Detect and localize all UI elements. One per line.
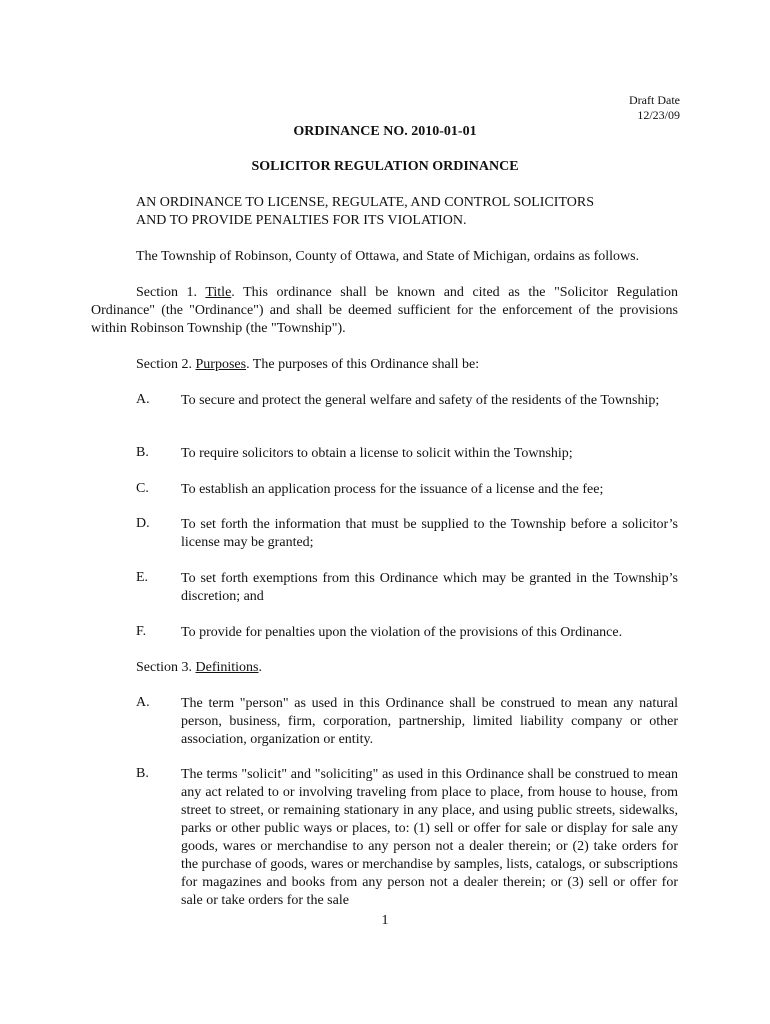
purpose-f-text: To provide for penalties upon the violation of the provisions of this Ordinance.: [181, 625, 623, 640]
preamble-line-2: AND TO PROVIDE PENALTIES FOR ITS VIOLATION.: [136, 213, 467, 228]
definition-b-text: The terms "solicit" and "soliciting" as used in this Ordinance shall be construed to mean any act related to or involving traveling from place to place, from house to house, from street to street, or remaining stationary in any place, and using public streets, sidewalks, parks or other public ways or places, to: (1) sell or offer for sale or display for sale any goods, wares or merchandise to any person not a dealer therein; or (2) take orders for the purchase of goods, wares or merchandise by samples, lists, catalogs, or subscriptions for magazines and books from any person not a dealer therein; or (3) sell or offer for sale or take orders for the sale: [181, 767, 678, 908]
draft-date-label: Draft Date: [629, 93, 680, 107]
purpose-d-text: To set forth the information that must be supplied to the Township before a solicitor’s license may be granted;: [181, 517, 678, 550]
purpose-c-text: To establish an application process for the issuance of a license and the fee;: [181, 482, 604, 497]
definition-a-label: A.: [136, 695, 150, 710]
section-3-body: .: [258, 660, 262, 675]
section-2-prefix: Section 2.: [136, 357, 196, 372]
section-2-heading: Purposes: [195, 357, 247, 372]
section-2: [136, 356, 479, 374]
section-1-body: . This ordinance shall be known and cited as the "Solicitor Regulation Ordinance" (the "Ordinance") and shall be deemed sufficient for the enforcement of the provisions within Robinson Township (the "Township").: [91, 285, 678, 336]
preamble-line-1: AN ORDINANCE TO LICENSE, REGULATE, AND CONTROL SOLICITORS: [136, 195, 594, 210]
definition-b-label: B.: [136, 766, 149, 781]
purpose-d-label: D.: [136, 516, 150, 531]
purpose-a-text: To secure and protect the general welfare and safety of the residents of the Township;: [181, 393, 660, 408]
purpose-f-label: F.: [136, 624, 147, 639]
page-number: 1: [381, 913, 389, 928]
purpose-a-label: A.: [136, 392, 150, 407]
preamble: [136, 194, 594, 230]
section-3-prefix: Section 3.: [136, 660, 196, 675]
draft-date-value: 12/23/09: [637, 108, 680, 122]
purpose-e-label: E.: [136, 570, 149, 585]
section-1: [91, 284, 678, 338]
definition-a-text: The term "person" as used in this Ordinance shall be construed to mean any natural person, business, firm, corporation, partnership, limited liability company or other association, organization or entity.: [181, 696, 678, 747]
ordinance-number: ORDINANCE NO. 2010-01-01: [293, 124, 477, 139]
section-2-body: . The purposes of this Ordinance shall be:: [246, 357, 480, 372]
section-1-prefix: Section 1.: [136, 285, 206, 300]
section-1-heading: Title: [205, 285, 232, 300]
ordinance-title: SOLICITOR REGULATION ORDINANCE: [251, 159, 519, 174]
section-3-heading: Definitions: [195, 660, 259, 675]
purpose-c-label: C.: [136, 481, 149, 496]
purpose-b-label: B.: [136, 445, 149, 460]
section-3: [136, 659, 262, 677]
purpose-b-text: To require solicitors to obtain a license to solicit within the Township;: [181, 446, 573, 461]
draft-date-block: [629, 93, 680, 123]
enactment-clause: The Township of Robinson, County of Ottawa, and State of Michigan, ordains as follows.: [136, 249, 640, 264]
purpose-e-text: To set forth exemptions from this Ordinance which may be granted in the Township’s discretion; and: [181, 571, 678, 604]
